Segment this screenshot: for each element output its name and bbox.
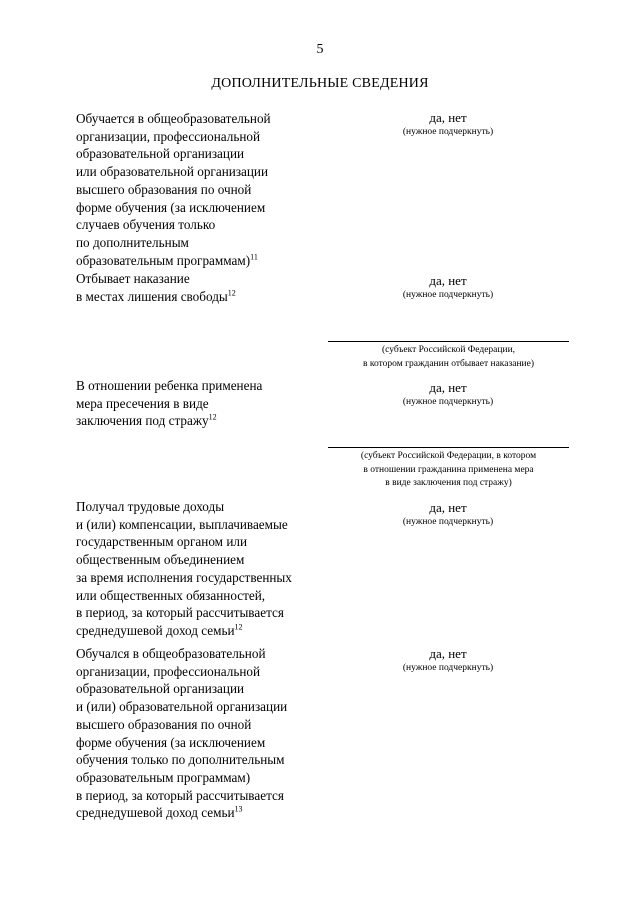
- question-text: Получал трудовые доходы и (или) компенсации, выплачиваемые государственным органом или общественным объединением за время исполнения государственных или общественных обязанностей, в период, за который рассчитывается среднедушевой доход семьи$^{12}$: [76, 499, 292, 638]
- answer-options[interactable]: [328, 500, 568, 529]
- answer-hint: (нужное подчеркнуть): [402, 517, 494, 527]
- answer-hint: (нужное подчеркнуть): [402, 663, 494, 673]
- subject-caption: (субъект Российской Федерации, в котором в отношении гражданина применена мера в виде заключения под стражу): [360, 451, 537, 488]
- answer-options[interactable]: [328, 646, 568, 675]
- footnote-mark: 12: [208, 413, 217, 423]
- question-text: В отношении ребенка применена мера пресечения в виде заключения под стражу$^{12}$: [76, 378, 263, 429]
- subject-caption: (субъект Российской Федерации, в котором гражданин отбывает наказание): [362, 345, 535, 369]
- answer-options[interactable]: [328, 110, 568, 139]
- section-title: ДОПОЛНИТЕЛЬНЫЕ СВЕДЕНИЯ: [211, 76, 429, 91]
- answer-hint: (нужное подчеркнуть): [402, 397, 494, 407]
- answer-yes-no[interactable]: да, нет: [429, 380, 467, 395]
- question-text: Обучался в общеобразовательной организации, профессиональной образовательной организации и (или) образовательной организации высшего образования по очной форме обучения (за исключением обучения только по дополнительным образовательным программам) в период, за который рассчитывается среднедушевой доход семьи$^{13}$: [76, 646, 288, 821]
- answer-options[interactable]: [328, 273, 568, 302]
- footnote-mark: 13: [234, 804, 243, 814]
- question-text: Отбывает наказание в местах лишения свободы$^{12}$: [76, 271, 236, 304]
- answer-hint: (нужное подчеркнуть): [402, 127, 494, 137]
- answer-options[interactable]: [328, 380, 568, 409]
- footnote-mark: 12: [234, 622, 243, 632]
- answer-hint: (нужное подчеркнуть): [402, 290, 494, 300]
- question-text: Обучается в общеобразовательной организации, профессиональной образовательной организации или образовательной организации высшего образования по очной форме обучения (за исключением случаев обучения только по дополнительным образовательным программам)$^{11}$: [76, 111, 271, 268]
- subject-input-line[interactable]: [328, 341, 569, 342]
- footnote-mark: 11: [250, 252, 258, 262]
- answer-yes-no[interactable]: да, нет: [429, 273, 467, 288]
- page-number: 5: [316, 42, 324, 57]
- footnote-mark: 12: [227, 288, 236, 298]
- subject-input-line[interactable]: [328, 447, 569, 448]
- answer-yes-no[interactable]: да, нет: [429, 110, 467, 125]
- answer-yes-no[interactable]: да, нет: [429, 500, 467, 515]
- answer-yes-no[interactable]: да, нет: [429, 646, 467, 661]
